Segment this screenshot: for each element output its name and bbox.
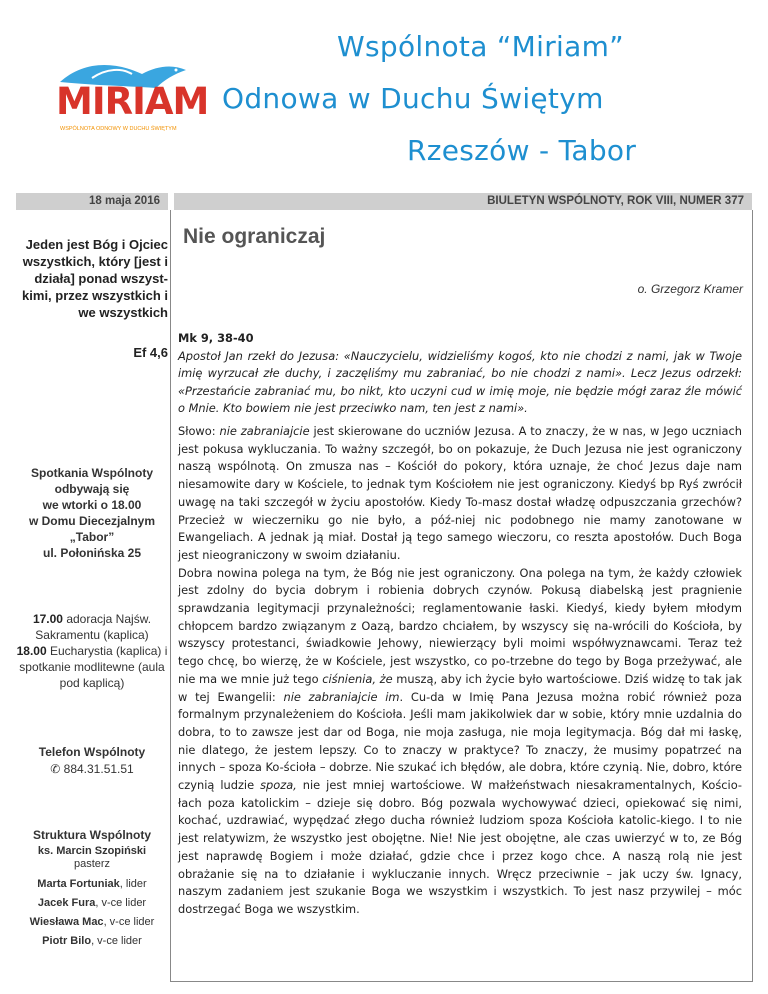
- member-role: pasterz: [73, 858, 111, 870]
- structure-title: Struktura Wspólnoty: [32, 828, 151, 842]
- meetings-line: w Domu Diecezjalnym: [28, 514, 156, 528]
- meetings-line: „Tabor”: [69, 530, 115, 544]
- meetings-line: Spotkania Wspólnoty: [30, 466, 153, 480]
- phone-row: [16, 761, 168, 778]
- meetings-line: odbywają się: [54, 482, 130, 496]
- meetings-info: [16, 465, 168, 561]
- title-line-1: Wspólnota “Miriam”: [337, 30, 624, 63]
- schedule-item: 18.00 Eucharystia (kaplica) i spotkanie modlitewne (aula pod kaplicą): [16, 644, 168, 690]
- member: Jacek Fura, v-ce lider: [37, 897, 147, 909]
- structure-block: [16, 826, 168, 951]
- article-body: [178, 423, 742, 919]
- phone-icon: ✆: [50, 762, 61, 776]
- phone-block: [16, 744, 168, 778]
- article-title: Nie ograniczaj: [183, 225, 326, 248]
- gospel-reading: [178, 330, 742, 418]
- meetings-line: we wtorki o 18.00: [42, 498, 142, 512]
- sidebar-quote: Jeden jest Bóg i Ojciec wszystkich, który [jest i działa] ponad wszyst-kimi, przez wszystkich i we wszystkich: [22, 237, 168, 320]
- miriam-logo: [52, 52, 209, 142]
- member: ks. Marcin Szopiński: [37, 845, 147, 857]
- member: Wiesława Mac, v-ce lider: [29, 916, 155, 928]
- phone-number[interactable]: 884.31.51.51: [63, 762, 134, 776]
- article-author: o. Grzegorz Kramer: [637, 282, 743, 296]
- logo-wordmark: MIRIAM: [56, 80, 209, 123]
- paragraph: Słowo: nie zabraniajcie jest skierowane do uczniów Jezusa. A to znaczy, że w nas, w Jego uczniach jest pokusa wykluczania. To ważny szczegół, bo on pokazuje, że Duch Jezusa nie jest ograniczony naszą wspólnotą. On zmusza nas – Kościół do pokory, która uznaje, że choć Jezus daje nam niesamowite dary w Kościele, to jednak tym Kościołem nie jest ograniczony. Kiedyś bp Ryś zwrócił uwagę na taki szczegół w życiu apostołów. Kiedy To-masz dostał władzę odpuszczania grzechów? Przecież w wieczerniku go nie było, a póź-niej nic podobnego nie mamy zanotowane w Ewangeliach. A jednak ją miał. Dostał ją tego samego wieczoru, co reszta apostołów. Duch Boga jest nieograniczony w swoim działaniu.: [178, 424, 742, 562]
- title-line-2: Odnowa w Duchu Świętym: [222, 82, 604, 115]
- member: Marta Fortuniak, lider: [37, 878, 147, 890]
- reading-ref: Mk 9, 38-40: [178, 331, 254, 345]
- schedule: [16, 611, 168, 691]
- issue-date: 18 maja 2016: [16, 193, 168, 210]
- reading-text: Apostoł Jan rzekł do Jezusa: «Nauczycielu, widzieliśmy kogoś, kto nie chodzi z nami, jak w Twoje imię wyrzucał złe duchy, i zaczęliśmy mu zabraniać, bo nie chodzi z nami». Lecz Jezus odrzekł: «Przestańcie zabraniać mu, bo nikt, kto uczyni cud w imię moje, nie będzie mógł zaraz źle mówić o Mnie. Kto bowiem nie jest przeciwko nam, ten jest z nami».: [178, 348, 742, 415]
- phone-label: Telefon Wspólnoty: [38, 745, 146, 759]
- paragraph: Dobra nowina polega na tym, że Bóg nie jest ograniczony. Ona polega na tym, że każdy człowiek jest zdolny do bycia dobrym i robienia dobrych czynów. Pokusą diabelską jest pragnienie sprawdzania legitymacji przynależności; reglamentowanie łaski. Kiedyś, kiedy byłem młodym chłopcem bardzo związanym z Oazą, bardzo chciałem, by wszyscy się na-wrócili do Kościoła, by wszyscy protestanci, świadkowie Jehowy, niewierzący byli moimi współwyznawcami. Teraz też tego chcę, bo wierzę, że w Kościele, jest wszystko, co po-trzebne do tego by Boga przeżywać, ale nie ma we mnie już tego ciśnienia, że muszą, aby ich życie było wartościowe. Dziś widzę to tak jak w tej Ewangelii: nie zabraniajcie im. Cu-da w Imię Pana Jezusa można robić również poza formalnym przynależeniem do Kościoła. Jeśli mam jakikolwiek dar w sobie, który mnie uzdalnia do dobra, to to zawsze jest dar od Boga, nie moja zasługa, nie moja legitymacja. Bóg dał mi łaskę, nie dlatego, że jestem lepszy. Co to znaczy w praktyce? To znaczy, że musimy popatrzeć na innych – spoza Ko-ścioła – dobrze. Nie szukać ich błędów, ale dobra, które czynią. Nie, dobro, które czynią ludzie spoza, nie jest mniej wartościowe. W małżeństwach niesakramentalnych, Kościo-łach poza katolickim – dzieje się dobro. Bóg pozwala wychowywać dzieci, opiekować się nimi, kochać, uzdrawiać, wypędzać złego ducha również ludziom spoza Kościoła katolic-kiego. I to nie jest relatywizm, że wszystko jest obojętne. Nie! Nie jest obojętne, ale czas uwierzyć w to, ze Bóg jest naprawdę Bogiem i może działać, gdzie chce i przez kogo chce. A naszą rolą nie jest obrażanie się na to działanie i wykluczanie innych. Wręcz przeciwnie – jak uczy św. Ignacy, naszym zadaniem jest szukanie Boga we wszystkim i wszystkich. To jest nasz przywilej – móc dostrzegać Boga we wszystkim.: [178, 565, 742, 916]
- bulletin-info: BIULETYN WSPÓLNOTY, ROK VIII, NUMER 377: [174, 193, 752, 210]
- title-line-3: Rzeszów - Tabor: [407, 134, 637, 167]
- sidebar-quote-ref: Ef 4,6: [133, 345, 168, 360]
- logo-subtext: WSPÓLNOTA ODNOWY W DUCHU ŚWIĘTYM: [60, 126, 177, 132]
- schedule-item: 17.00 adoracja Najśw. Sakramentu (kaplica): [32, 612, 152, 642]
- meetings-line: ul. Połonińska 25: [42, 546, 142, 560]
- member: Piotr Bilo, v-ce lider: [42, 935, 142, 947]
